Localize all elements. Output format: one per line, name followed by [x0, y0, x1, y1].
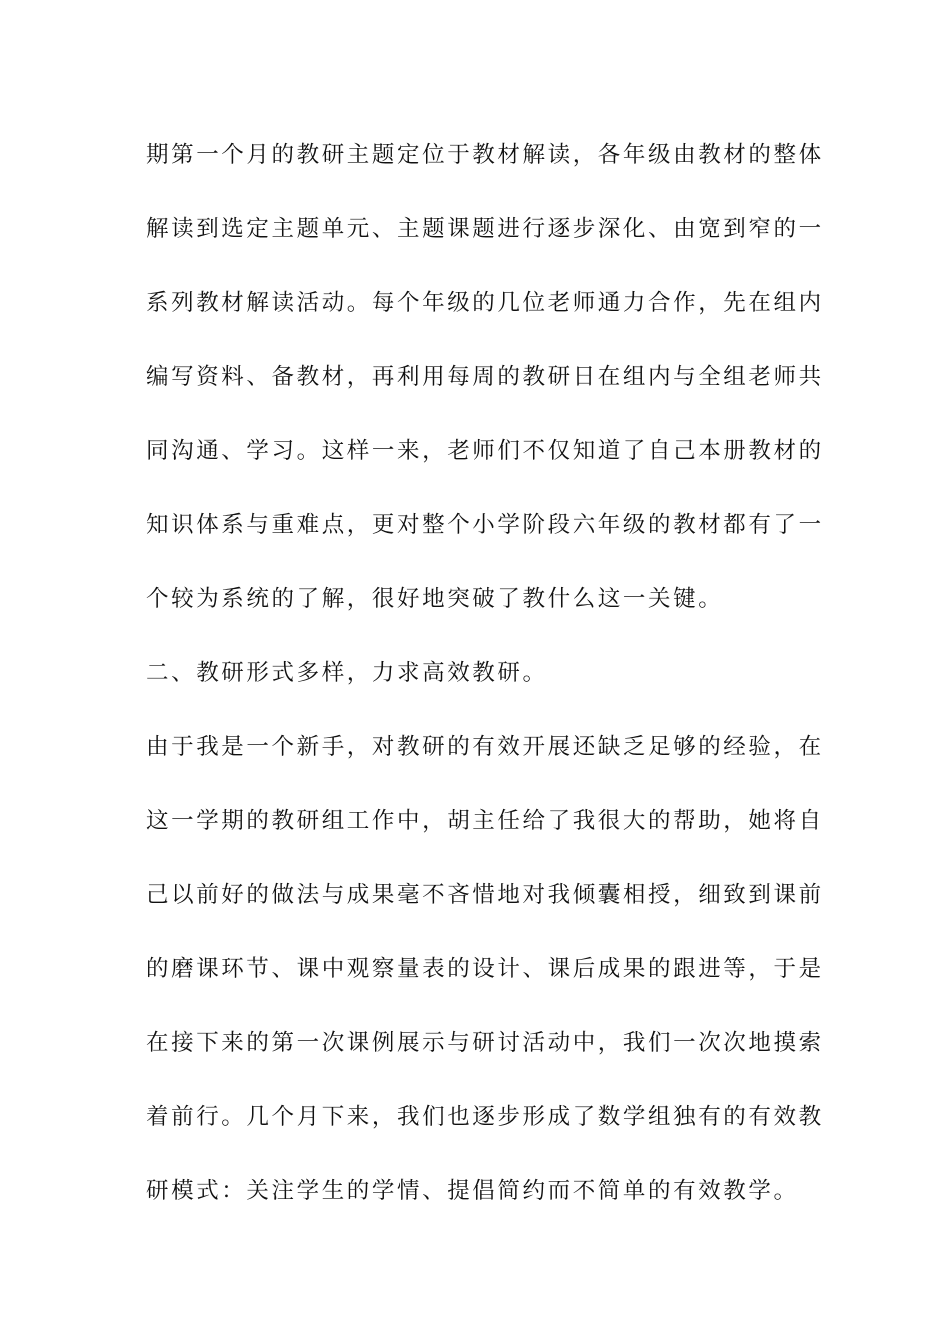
text-line: 己以前好的做法与成果毫不吝惜地对我倾囊相授，细致到课前: [146, 882, 824, 908]
text-line: 系列教材解读活动。每个年级的几位老师通力合作，先在组内: [146, 290, 824, 316]
section-heading: 二、教研形式多样，力求高效教研。: [146, 660, 548, 686]
text-line: 在接下来的第一次课例展示与研讨活动中，我们一次次地摸索: [146, 1030, 824, 1056]
text-line: 这一学期的教研组工作中，胡主任给了我很大的帮助，她将自: [146, 808, 824, 834]
text-line: 期第一个月的教研主题定位于教材解读，各年级由教材的整体: [146, 142, 824, 168]
text-line: 个较为系统的了解，很好地突破了教什么这一关键。: [146, 586, 724, 612]
text-line: 知识体系与重难点，更对整个小学阶段六年级的教材都有了一: [146, 512, 824, 538]
body-text: [146, 126, 824, 1236]
text-line: 研模式：关注学生的学情、提倡简约而不简单的有效教学。: [146, 1178, 799, 1204]
text-line: 编写资料、备教材，再利用每周的教研日在组内与全组老师共: [146, 364, 824, 390]
text-line: 着前行。几个月下来，我们也逐步形成了数学组独有的有效教: [146, 1104, 824, 1130]
text-line: 解读到选定主题单元、主题课题进行逐步深化、由宽到窄的一: [146, 216, 824, 242]
text-line: 的磨课环节、课中观察量表的设计、课后成果的跟进等，于是: [146, 956, 824, 982]
text-line: 同沟通、学习。这样一来，老师们不仅知道了自己本册教材的: [146, 438, 824, 464]
text-line: 由于我是一个新手，对教研的有效开展还缺乏足够的经验，在: [146, 734, 824, 760]
